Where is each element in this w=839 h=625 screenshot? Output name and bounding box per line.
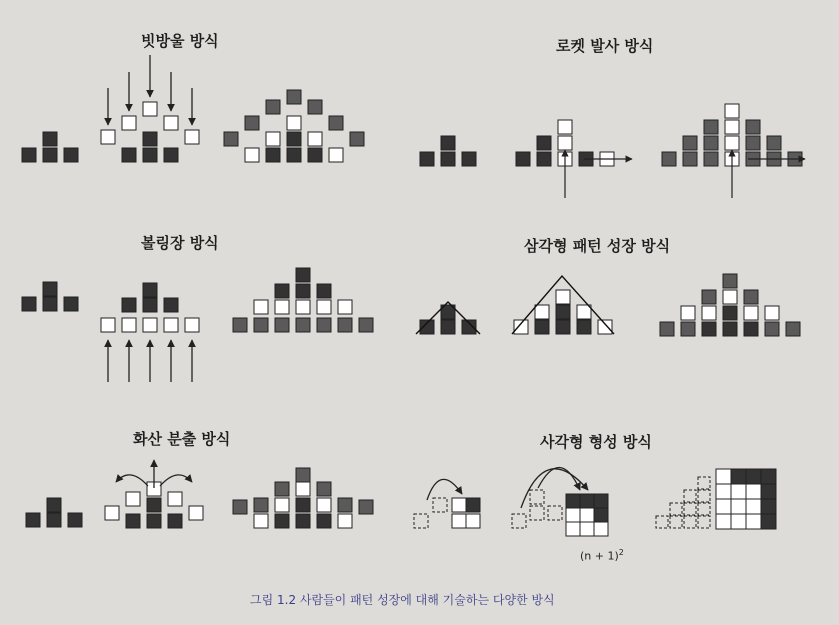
formula-label — [580, 548, 624, 563]
formula-base: (n + 1) — [580, 549, 619, 563]
figure-caption: 그림 1.2 사람들이 패턴 성장에 대해 기술하는 다양한 방식 — [250, 593, 555, 607]
title-square: 사각형 형성 방식 — [540, 433, 652, 451]
title-raindrop: 빗방울 방식 — [141, 32, 219, 50]
square-stage-1 — [414, 479, 480, 528]
title-rocket: 로켓 발사 방식 — [556, 37, 654, 55]
square-stage-2 — [512, 467, 608, 536]
title-volcano: 화산 분출 방식 — [133, 430, 231, 448]
title-bowling: 볼링장 방식 — [141, 234, 219, 252]
square-stage-3 — [656, 469, 776, 529]
square-grid — [716, 469, 776, 529]
title-triangle: 삼각형 패턴 성장 방식 — [524, 237, 671, 255]
formula-exponent: 2 — [618, 548, 624, 557]
